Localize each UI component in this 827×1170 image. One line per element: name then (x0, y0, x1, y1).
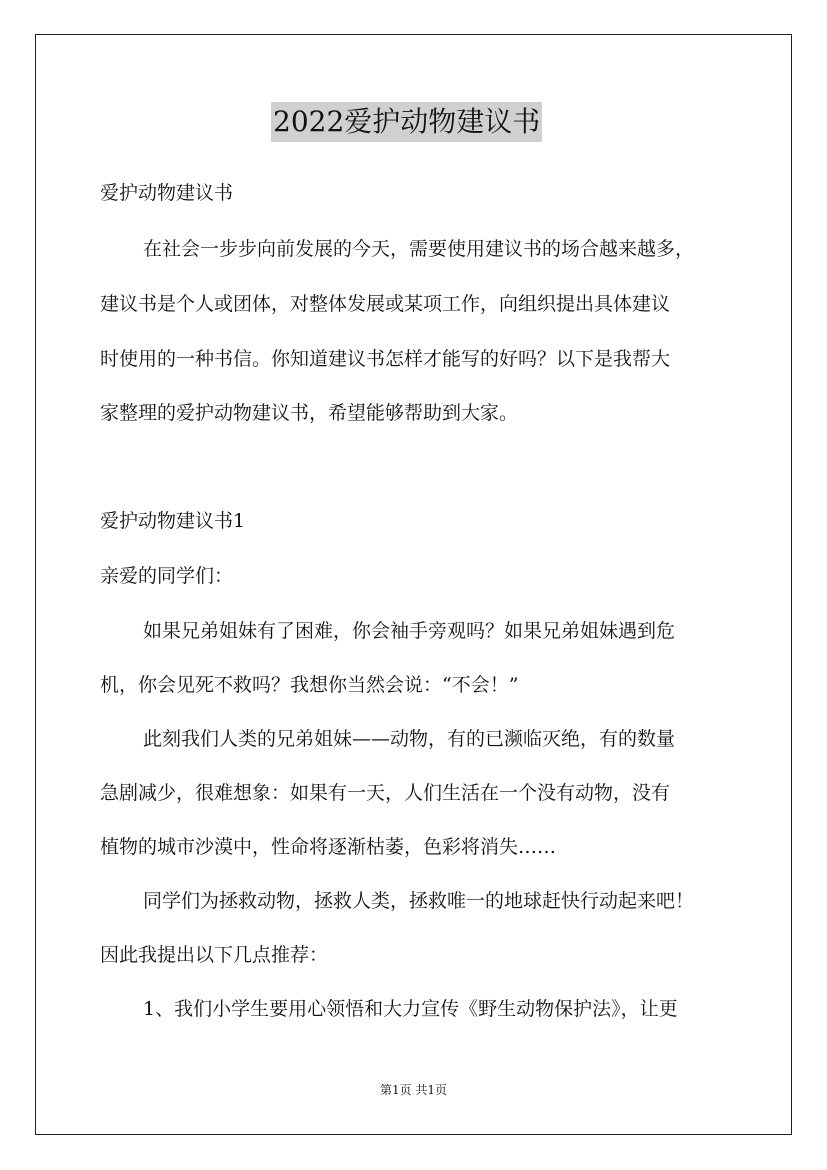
body-line: 因此我提出以下几点推荐： (100, 944, 329, 966)
body-line: 此刻我们人类的兄弟姐妹——动物，有的已濒临灭绝，有的数量 (143, 728, 676, 750)
salutation: 亲爱的同学们： (100, 565, 234, 587)
intro-line: 建议书是个人或团体，对整体发展或某项工作，向组织提出具体建议 (100, 293, 671, 315)
intro-line: 在社会一步步向前发展的今天，需要使用建议书的场合越来越多， (143, 238, 695, 260)
body-line: 急剧减少，很难想象：如果有一天，人们生活在一个没有动物，没有 (100, 782, 671, 804)
body-line: 如果兄弟姐妹有了困难，你会袖手旁观吗？如果兄弟姐妹遇到危 (143, 620, 676, 642)
intro-line: 时使用的一种书信。你知道建议书怎样才能写的好吗？以下是我帮大 (100, 348, 671, 370)
page-footer: 第1页 共1页 (379, 1083, 448, 1097)
body-line: 同学们为拯救动物，拯救人类，拯救唯一的地球赶快行动起来吧！ (143, 890, 695, 912)
body-line: 植物的城市沙漠中，性命将逐渐枯萎，色彩将消失…… (100, 836, 557, 858)
body-line: 1、我们小学生要用心领悟和大力宣传《野生动物保护法》，让更 (143, 998, 678, 1020)
body-line: 机，你会见死不救吗？我想你当然会说：“不会！” (100, 674, 519, 696)
subtitle: 爱护动物建议书 (100, 182, 234, 204)
document-title: 2022爱护动物建议书 (271, 102, 542, 142)
intro-line: 家整理的爱护动物建议书，希望能够帮助到大家。 (100, 402, 519, 424)
section-title: 爱护动物建议书1 (100, 510, 246, 532)
